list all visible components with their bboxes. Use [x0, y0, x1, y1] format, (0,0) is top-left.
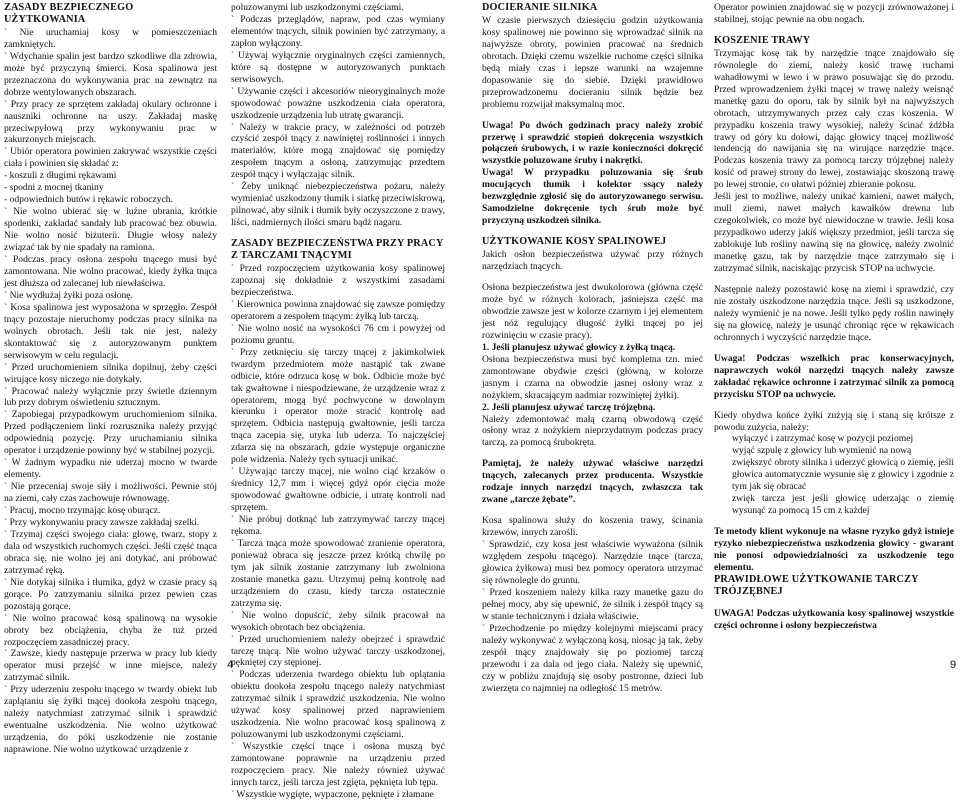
paragraph: - odpowiednich butów i rękawic roboczych.: [4, 194, 173, 206]
paragraph: - koszuli z długimi rękawami: [4, 170, 117, 182]
paragraph: ` Żeby uniknąć niebezpieczeństwa pożaru, należy wymieniać uszkodzony tłumik i siatkę przeciwiskrową, pilnować, aby silnik i tłumik były oczyszczone z trawy, liści, nadmiernych ilości smaru bądź nagaru.: [231, 181, 445, 229]
note-paragraph: Pamiętaj, że należy używać właściwe narzędzi tnących, zalecanych przez producenta. Wszystkie rodzaje innych narzędzi tnących, zwłaszcza tak zwane „tarcze żębate”.: [482, 458, 703, 506]
list-item: wyjąć szpulę z głowicy lub wymienić na nową: [732, 445, 912, 457]
warning-paragraph: Uwaga! W przypadku poluzowania się śrub mocujących tłumik i kolektor ssący należy bezwzględnie zgłosić się do autoryzowanego serwisu. Samodzielne dokręcenie tych śrub może być przyczyną uszkodzeń silnika.: [482, 167, 703, 227]
paragraph: ` Nie wydłużaj żyłki poza osłonę.: [4, 289, 133, 301]
paragraph: ` Przed rozpoczęciem użytkowania kosy spalinowej zapoznaj się dokładnie z wszystkimi zasadami bezpieczeństwa.: [231, 263, 445, 298]
page-number-right: 9: [950, 659, 957, 671]
paragraph: Kosa spalinowa służy do koszenia trawy, ścinania krzewów, innych zarośli.: [482, 515, 703, 539]
section-heading-safe-use: ZASADY BEZPIECZNEGO UŻYTKOWANIA: [4, 2, 134, 25]
paragraph: ` Zapobiegaj przypadkowym uruchomieniom silnika. Przed podłączeniem linki rozrusznika należy przyjąć odpowiednią pozycję. Przy uruchamianiu silnika operator i urządzenie powinny być w stabilnej pozycji.: [4, 409, 217, 457]
paragraph: ` Przy wykonywaniu pracy zawsze zakładaj szelki.: [4, 516, 200, 528]
paragraph: ` Przy uderzeniu zespołu tnącego w twardy obiekt lub zaplątaniu się żyłki tnącej dookoła zespołu tnącego, należy natychmiast zatrzymać silnik i sprawdzić ewentualne uszkodzenia. Nie wolno użytkować urządzenia, do póki uszkodzenie nie zostanie naprawione. Nie wolno użytkować urządzenie z: [4, 684, 217, 756]
column-1: [4, 2, 217, 756]
list-item-text: Należy zdemontować małą czarną obwodową część osłony wraz z nożykiem nieprzydatnym podczas pracy tarczą, za pomocą śrubokręta.: [482, 413, 703, 449]
paragraph: ` Przy pracy ze sprzętem zakładaj okulary ochronne i nauszniki ochronne na uszy. Zakładaj maskę przeciwpyłową przy wykonywaniu prac w zakurzonych miejscach.: [4, 98, 217, 146]
column-2-body-2: [231, 263, 445, 801]
section-heading-using-scythe: UŻYTKOWANIE KOSY SPALINOWEJ: [482, 236, 667, 248]
paragraph: ` Nie wolno dopuścić, żeby silnik pracował na wysokich obrotach bez obciążenia.: [231, 609, 445, 633]
paragraph: ` Wdychanie spalin jest bardzo szkodliwe dla zdrowia, może być przyczyną śmierci. Kosa spalinowa jest przeznaczona do wykonywania prac na zewnątrz na dobrze wentylowanych obszarach.: [4, 50, 217, 98]
paragraph: ` Nie próbuj dotknąć lub zatrzymywać tarczy tnącej rękoma.: [231, 514, 445, 537]
column-4: [714, 2, 954, 632]
paragraph: ` Podczas uderzenia twardego obiektu lub oplątania obiektu dookoła zespołu tnącego należy natychmiast zatrzymać silnik i sprawdzić uszkodzenia. Nie wolno używać kosy spalinowej przed naprawieniem uszkodzenia. Nie wolno pracować kosą spalinową z poluzowanymi lub uszkodzonymi częściami.: [231, 669, 445, 741]
warning-paragraph: UWAGA! Podczas użytkowania kosy spalinowej wszystkie części ochronne i osłony bezpieczeństwa: [714, 607, 954, 631]
paragraph: ` Zawsze, kiedy następuje przerwa w pracy lub kiedy operator musi przejść w inne miejsce, należy zatrzymać silnik.: [4, 648, 217, 684]
paragraph: ` Używając tarczy tnącej, nie wolno ciąć krzaków o średnicy 12,7 mm i więcej gdyż opór cięcia może spowodować gwałtowne odbicie, i utratę kontroli nad sprzętem.: [231, 466, 445, 514]
paragraph: W czasie pierwszych dziesięciu godzin użytkowania kosy spalinowej nie powinno się wprowadzać silnik na najwyższe obroty, powinien pracować na średnich obrotach. Dzięki czemu wszelkie ruchome części silnika będą miały czas i lepsze warunki na wzajemne dopasowanie się do siebie. Dzięki prawidłowo przeprowadzonemu docieraniu silnik będzie bez problemu rozwijał maksymalną moc.: [482, 14, 703, 110]
paragraph: ` Przy zetknięciu się tarczy tnącej z jakimkolwiek twardym przedmiotem może nastąpić tak zwane odbicie, które odrzuca kosę w bok. Odbicie może być tak gwałtowne i niespodziewane, że urządzenie wraz z operatorem, mogą być pochwycone w dowolnym kierunku i operator może stracić kontrolę nad sprzętem. Odbicia następują gwałtownie, jeśli tarcza tnąca zacepia się, utyka lub uderza. To najczęściej zdarza się na obszarach, gdzie występuje organiczne pole widzenia. Należy tych sytuacji unikać.: [231, 346, 445, 466]
section-heading-engine-break-in: DOCIERANIE SILNIKA: [482, 2, 598, 13]
paragraph: ` Pracuj, mocno trzymając kosę oburącz.: [4, 505, 161, 517]
paragraph: ` Przechodzenie po między kolejnymi miejscami pracy należy wykonywać z wyłączoną kosą, niosąc ją tak, żeby zespół tnący znajdowały się po poziomej tarczą przewodu i za dala od jego ciała. Należy się upewnić, czy w pobliżu znajdują się osoby postronne, dzieci lub zwierzęta co najmniej na odległość 15 metrów.: [482, 622, 703, 694]
paragraph: ` Należy w trakcie pracy, w zależności od potrzeb czyścić zespół tnący z nawiniętej roślinności i innych materiałów, które mogą znajdować się pomiędzy zespołem tnącym a osłoną, zatrzymując przedtem zespół tnący i wyłączając silnik.: [231, 121, 445, 181]
section-heading-mowing: KOSZENIE TRAWY: [714, 34, 811, 46]
paragraph: ` Używanie części i akcesoriów nieoryginalnych może spowodować poważne uszkodzenia ciała operatora, uszkodzenie urządzenia lub utratę gwarancji.: [231, 85, 445, 121]
paragraph: ` Sprawdzić, czy kosa jest właściwie wyważona (silnik względem zespołu tnącego). Narzędzie tnące (tarcza, głowica żyłkowa) musi bez pomocy operatora utrzymać się równolegle do gruntu.: [482, 539, 703, 586]
paragraph: poluzowanymi lub uszkodzonymi częściami.: [231, 2, 404, 13]
column-2: [231, 2, 445, 801]
paragraph: ` Wszystkie części tnące i osłona muszą być zamontowane poprawnie na urządzeniu przed rozpoczęciem pracy. Nie należy również używać innych tarcz, jeśli tarcza jest zgięta, pęknięta lub tępa.: [231, 741, 445, 788]
paragraph: ` Podczas pracy osłona zespołu tnącego musi być zamontowana. Nie wolno pracować, kiedy żyłka tnąca jest dłuższa od zalecanej lub niewłaściwa.: [4, 254, 217, 289]
paragraph: Jakich osłon bezpieczeństwa używać przy różnych narzędziach tnących.: [482, 249, 703, 273]
paragraph: ` Podczas przeglądów, napraw, pod czas wymiany elementów tnących, silnik powinien być zatrzymany, a zapłon wyłączony.: [231, 13, 445, 49]
paragraph: Osłona bezpieczeństwa jest dwukolorowa (główna część może być w różnych kolorach, jaśniejsza część ma obwodzie zawsze jest w kolorze czarnym i jej elementem jest nóż regulujący długość żyłki tnącej po jej rozwinięciu w czasie pracy).: [482, 282, 703, 341]
paragraph: ` Nie dotykaj silnika i tłumika, gdyż w czasie pracy są gorące. Po zatrzymaniu silnika przez pewien czas pozostają gorące.: [4, 576, 217, 612]
list-item: wyłączyć i zatrzymać kosę w pozycji poziomej: [732, 433, 914, 445]
paragraph: Jeśli jest to możliwe, należy unikać kamieni, nawet małych, mull ziemi, nawet małych kawałków drewna lub czegokolwiek, co może być niewidoczne w trawie. Jeśli kosa przypadkowo uderzy jakiś większy przedmiot, jeśli tarcza się zablokuje lub rośliny nawiną się na głowicę, należy zwolnić manetkę gazu, tak by narzędzie tnące zatrzymało się i zatrzymać silnik, naciskając przycisk STOP na uchwycie.: [714, 191, 954, 275]
paragraph: ` Nie uruchamiaj kosy w pomieszczeniach zamkniętych.: [4, 26, 217, 50]
list-item: zwiększyć obroty silnika i uderzyć głowicą o ziemię, jeśli głowica automatycznie wysunie się z głowicy i zgodnie z tym jak się obracać: [732, 457, 954, 493]
paragraph: ` W żadnym wypadku nie uderzaj mocno w twarde elementy.: [4, 457, 217, 481]
column-2-body: [231, 2, 445, 229]
paragraph: ` Nie wolno nosić na wysokości 76 cm i powyżej od poziomu gruntu.: [231, 322, 445, 346]
section-heading-trident-disc: PRAWIDŁOWE UŻYTKOWANIE TARCZY TRÓJZĘBNEJ: [714, 573, 919, 597]
paragraph: ` Nie przeceniaj swoje siły i możliwości. Pewnie stój na ziemi, cały czas zachowuje równowagę.: [4, 481, 217, 505]
paragraph: ` Tarcza tnąca może spowodować zranienie operatora, ponieważ obraca się jeszcze przez krótką chwilę po tym jak silnik zostanie zatrzymany lub zwolniona zostanie manetka gazu. Utrzymuj pełną kontrolę nad urządzeniem do czasu, kiedy tarcza ostatecznie zatrzyma się.: [231, 537, 445, 609]
paragraph: Operator powinien znajdować się w pozycji zrównoważonej i stabilnej, stojąc pewnie na obu nogach.: [714, 2, 954, 25]
paragraph: ` Wszystkie wygięte, wypaczone, pęknięte i złamane: [231, 788, 434, 800]
warning-paragraph: Te metody klient wykonuje na własne ryzyko gdyż istnieje ryzyko niebezpieczeństwa uszkodzenia głowicy - gwarant nie ponosi odpowiedzialności za uszkodzenie tego elementu.: [714, 526, 954, 573]
column-3: [482, 2, 703, 694]
paragraph: ` Trzymaj części swojego ciała: głowę, twarz, stopy z dala od wszystkich ruchomych części. Jeśli część tnąca obraca się, nie wolno jej ani dotykać, ani próbować zatrzymać ręką.: [4, 528, 217, 576]
paragraph: - spodni z mocnej tkaniny: [4, 182, 104, 194]
paragraph: Kiedy obydwa końce żyłki zużyją się i staną się krótsze z powodu zużycia, należy:: [714, 409, 954, 433]
paragraph: ` Używaj wyłącznie oryginalnych części zamiennych, które są dostępne w autoryzowanych punktach serwisowych.: [231, 49, 445, 85]
paragraph: ` Kosa spalinowa jest wyposażona w sprzęgło. Zespół tnący pozostaje nieruchomy podczas pracy silnika na wolnych obrotach. Jeśli tak nie jest, należy skontaktować się z autoryzowanym punktem serwisowym w celu regulacji.: [4, 301, 217, 361]
paragraph: ` Przed uruchomieniem silnika dopilnuj, żeby części wirujące kosy niczego nie dotykały.: [4, 361, 217, 385]
column-1-body: [4, 27, 217, 756]
paragraph: Trzymając kosę tak by narzędzie tnące znajdowało się równolegle do ziemi, należy kosić trawę ruchami wahadłowymi w lewo i w prawo posuwając się do przodu. Przed wprowadzeniem żyłki tnącej w trawę należy weisnąć manetkę gazu do oporu, tak by silnik był na najwyższych obrotach, utrzymywanych przez cały czas koszenia. W przypadku koszenia trawy wysokiej, należy ścinać źdźbła trawy od góry ku dołowi, dając głowicy tnącej możliwość tendencją do nawijania się na wirujące narzędzie tnące. Podczas koszenia trawy za pomocą tarczy trójzębnej należy kosić od prawej strony do lewej, zostawiając skoszoną trawę po lewej stronie, co ułatwi później zbieranie pokosu.: [714, 47, 954, 191]
paragraph: ` Przed koszeniem należy kilka razy manetkę gazu do pełnej mocy, aby się upewnić, że silnik i zespół tnący są w stanie technicznym i działa właściwie.: [482, 586, 703, 622]
list-item: zwięk tarcza jest jeśli głowicę uderzając o ziemię wysunąć za pomocą 15 cm z każdej: [732, 493, 954, 517]
list-item-title: 2. Jeśli planujesz używać tarczę trójzębną.: [482, 401, 656, 413]
paragraph: ` Przed uruchomieniem należy obejrzeć i sprawdzić tarczę tnącą. Nie wolno używać tarczy uszkodzonej, pękniętej czy stępionej.: [231, 633, 445, 669]
paragraph: ` Kierownica powinna znajdować się zawsze pomiędzy operatorem a zespołem tnącym: żyłką lub tarczą.: [231, 298, 445, 322]
paragraph: ` Nie wolno ubierać się w luźne ubrania, krótkie spodenki, zakładać sandały lub pracować bez obuwia. Nie wolno nosić biżuterii. Długie włosy należy związać tak by nie spadały na ramiona.: [4, 206, 217, 254]
list-item-title: 1. Jeśli planujesz używać głowicy z żyłką tnącą.: [482, 341, 676, 353]
page-number-left: 4: [227, 659, 234, 671]
list-item-text: Osłona bezpieczeństwa musi być kompletna tzn. mieć zamontowane obydwie części (główną, w kolorze jasnym i czarna na obwodzie jasnej osłony wraz z nożykiem, skracającym nadmiar rozwiniętej żyłki).: [482, 353, 703, 401]
warning-paragraph: Uwaga! Podczas wszelkich prac konserwacyjnych, naprawczych wokół narzędzi tnących należy zawsze zakładać rękawice ochronne i zatrzymać silnik za pomocą przycisku STOP na uchwycie.: [714, 352, 954, 400]
bullet-list: [714, 433, 954, 517]
paragraph: ` Ubiór operatora powinien zakrywać wszystkie części ciała i powinien się składać z:: [4, 146, 217, 170]
paragraph: ` Pracować należy wyłącznie przy świetle dziennym lub przy dobrym oświetleniu sztucznym.: [4, 385, 217, 409]
paragraph: Następnie należy pozostawić kosę na ziemi i sprawdzić, czy nie zostały uszkodzone narzędzia tnące. Jeśli są uszkodzone, należy wymienić je na nowe. Jeśli tylko pędy roślin nawinęły się na głowicę, należy je usunąć chroniąc ręce w rękawicach ochronnych i wyczyścić narzędzie tnące.: [714, 283, 954, 343]
paragraph: ` Nie wolno pracować kosą spalinową na wysokie obroty bez obciążenia, chyba że tuż przed rozpoczęciem zasadniczej pracy.: [4, 612, 217, 648]
section-heading-cutting-discs: ZASADY BEZPIECZEŃSTWA PRZY PRACY Z TARCZAMI TNĄCYMI: [231, 238, 444, 262]
warning-paragraph: Uwaga! Po dwóch godzinach pracy należy zrobić przerwę i sprawdzić stopień dokręcenia wszystkich połączeń śrubowych, i w razie konieczności dokręcić wszystkie poluzowane śruby i nakrętki.: [482, 119, 703, 167]
